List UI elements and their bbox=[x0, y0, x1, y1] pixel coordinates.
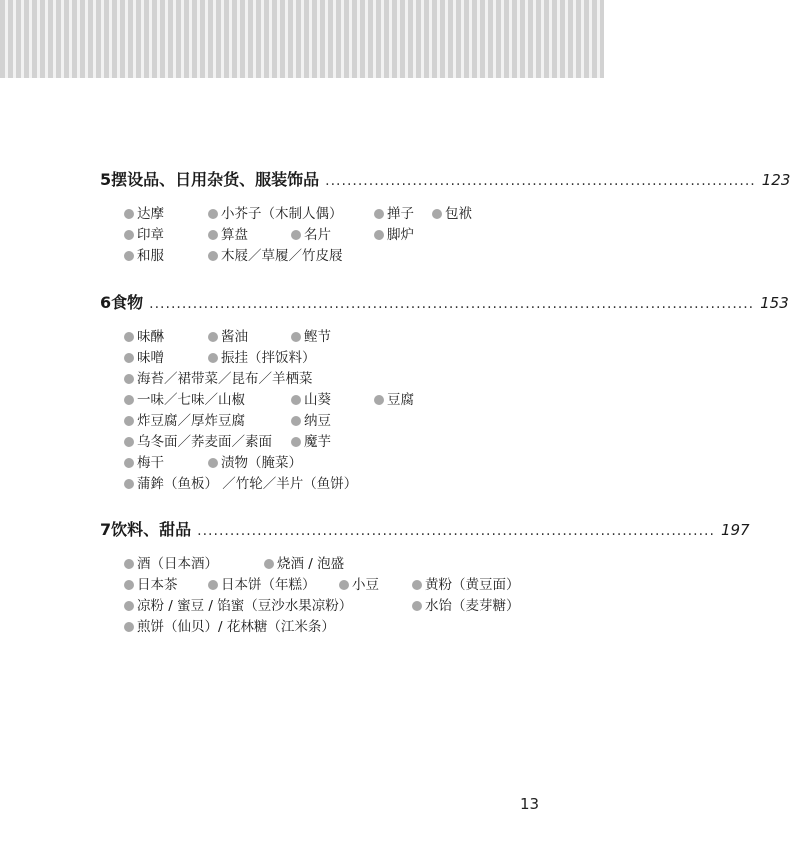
header-stripe-band bbox=[0, 0, 604, 78]
leader-dots: ............................................................................................... bbox=[197, 523, 715, 539]
bullet-icon bbox=[124, 458, 134, 468]
leader-dots: ............................................................................................................... bbox=[149, 296, 755, 312]
list-row bbox=[124, 411, 524, 432]
list-item: 日本饼（年糕） bbox=[208, 575, 316, 595]
list-item: 海苔／裙带菜／昆布／羊栖菜 bbox=[124, 369, 313, 389]
section-title: 饮料、甜品 bbox=[111, 520, 192, 539]
list-item: 小豆 bbox=[339, 575, 379, 595]
list-item: 振挂（拌饭料） bbox=[208, 348, 316, 368]
list-item: 梅干 bbox=[124, 453, 164, 473]
bullet-icon bbox=[374, 230, 384, 240]
bullet-icon bbox=[124, 209, 134, 219]
bullet-icon bbox=[208, 251, 218, 261]
list-item: 乌冬面／荞麦面／素面 bbox=[124, 432, 272, 452]
list-item: 煎饼（仙贝）/ 花林糖（江米条） bbox=[124, 617, 335, 637]
bullet-icon bbox=[374, 395, 384, 405]
list-item: 炸豆腐／厚炸豆腐 bbox=[124, 411, 245, 431]
bullet-icon bbox=[124, 479, 134, 489]
list-item: 山葵 bbox=[291, 390, 331, 410]
list-item: 脚炉 bbox=[374, 225, 414, 245]
list-item: 名片 bbox=[291, 225, 331, 245]
list-item: 水饴（麦芽糖） bbox=[412, 596, 520, 616]
leader-dots: ............................................................................... bbox=[325, 173, 756, 189]
bullet-icon bbox=[291, 230, 301, 240]
list-item: 鲣节 bbox=[291, 327, 331, 347]
bullet-icon bbox=[208, 230, 218, 240]
bullet-icon bbox=[208, 353, 218, 363]
list-row bbox=[124, 390, 524, 411]
bullet-icon bbox=[208, 458, 218, 468]
bullet-icon bbox=[291, 416, 301, 426]
toc-section-heading[interactable] bbox=[100, 167, 790, 191]
list-row bbox=[124, 575, 524, 596]
page-number: 13 bbox=[520, 795, 540, 813]
bullet-icon bbox=[124, 230, 134, 240]
list-row bbox=[124, 348, 524, 369]
section-title: 摆设品、日用杂货、服装饰品 bbox=[111, 170, 320, 189]
bullet-icon bbox=[124, 580, 134, 590]
list-item: 蒲鉾（鱼板） ／竹轮／半片（鱼饼） bbox=[124, 474, 357, 494]
section-number: 6 bbox=[100, 293, 112, 312]
list-item: 魔芋 bbox=[291, 432, 331, 452]
toc-section-5 bbox=[100, 167, 790, 264]
list-row bbox=[124, 225, 524, 246]
list-item: 酒（日本酒） bbox=[124, 554, 218, 574]
list-row bbox=[124, 246, 524, 267]
bullet-icon bbox=[374, 209, 384, 219]
list-item: 印章 bbox=[124, 225, 164, 245]
bullet-icon bbox=[432, 209, 442, 219]
bullet-icon bbox=[208, 580, 218, 590]
bullet-icon bbox=[124, 353, 134, 363]
list-row bbox=[124, 369, 524, 390]
list-item: 味噌 bbox=[124, 348, 164, 368]
section-page-number: 123 bbox=[761, 171, 790, 189]
list-item: 达摩 bbox=[124, 204, 164, 224]
bullet-icon bbox=[124, 601, 134, 611]
bullet-icon bbox=[339, 580, 349, 590]
list-item: 小芥子（木制人偶） bbox=[208, 204, 343, 224]
bullet-icon bbox=[412, 580, 422, 590]
bullet-icon bbox=[291, 437, 301, 447]
list-item: 和服 bbox=[124, 246, 164, 266]
list-row bbox=[124, 327, 524, 348]
list-item: 黄粉（黄豆面） bbox=[412, 575, 520, 595]
bullet-icon bbox=[124, 622, 134, 632]
bullet-icon bbox=[124, 559, 134, 569]
list-item: 凉粉 / 蜜豆 / 馅蜜（豆沙水果凉粉） bbox=[124, 596, 352, 616]
section-number: 5 bbox=[100, 170, 112, 189]
bullet-icon bbox=[264, 559, 274, 569]
bullet-icon bbox=[124, 374, 134, 384]
list-item: 酱油 bbox=[208, 327, 248, 347]
section-page-number: 197 bbox=[720, 521, 750, 539]
list-row bbox=[124, 554, 524, 575]
list-item: 木屐／草履／竹皮屐 bbox=[208, 246, 343, 266]
list-row bbox=[124, 596, 524, 617]
section-page-number: 153 bbox=[760, 294, 789, 312]
list-item: 掸子 bbox=[374, 204, 414, 224]
list-row bbox=[124, 432, 524, 453]
section-number: 7 bbox=[100, 520, 112, 539]
list-item: 渍物（腌菜） bbox=[208, 453, 302, 473]
list-item: 烧酒 / 泡盛 bbox=[264, 554, 344, 574]
toc-section-7 bbox=[100, 517, 750, 635]
bullet-icon bbox=[124, 332, 134, 342]
bullet-icon bbox=[208, 209, 218, 219]
list-item: 一味／七味／山椒 bbox=[124, 390, 245, 410]
list-row bbox=[124, 453, 524, 474]
list-item: 味醂 bbox=[124, 327, 164, 347]
bullet-icon bbox=[208, 332, 218, 342]
bullet-icon bbox=[124, 251, 134, 261]
list-row bbox=[124, 204, 524, 225]
section-title: 食物 bbox=[111, 293, 144, 312]
list-row bbox=[124, 617, 524, 638]
list-item: 包袱 bbox=[432, 204, 472, 224]
bullet-icon bbox=[124, 395, 134, 405]
list-row bbox=[124, 474, 524, 495]
bullet-icon bbox=[124, 416, 134, 426]
bullet-icon bbox=[291, 395, 301, 405]
toc-section-heading[interactable] bbox=[100, 517, 750, 541]
bullet-icon bbox=[124, 437, 134, 447]
list-item: 豆腐 bbox=[374, 390, 414, 410]
list-item: 纳豆 bbox=[291, 411, 331, 431]
list-item: 算盘 bbox=[208, 225, 248, 245]
toc-section-6 bbox=[100, 290, 789, 492]
list-item: 日本茶 bbox=[124, 575, 178, 595]
toc-section-heading[interactable] bbox=[100, 290, 789, 314]
bullet-icon bbox=[412, 601, 422, 611]
bullet-icon bbox=[291, 332, 301, 342]
